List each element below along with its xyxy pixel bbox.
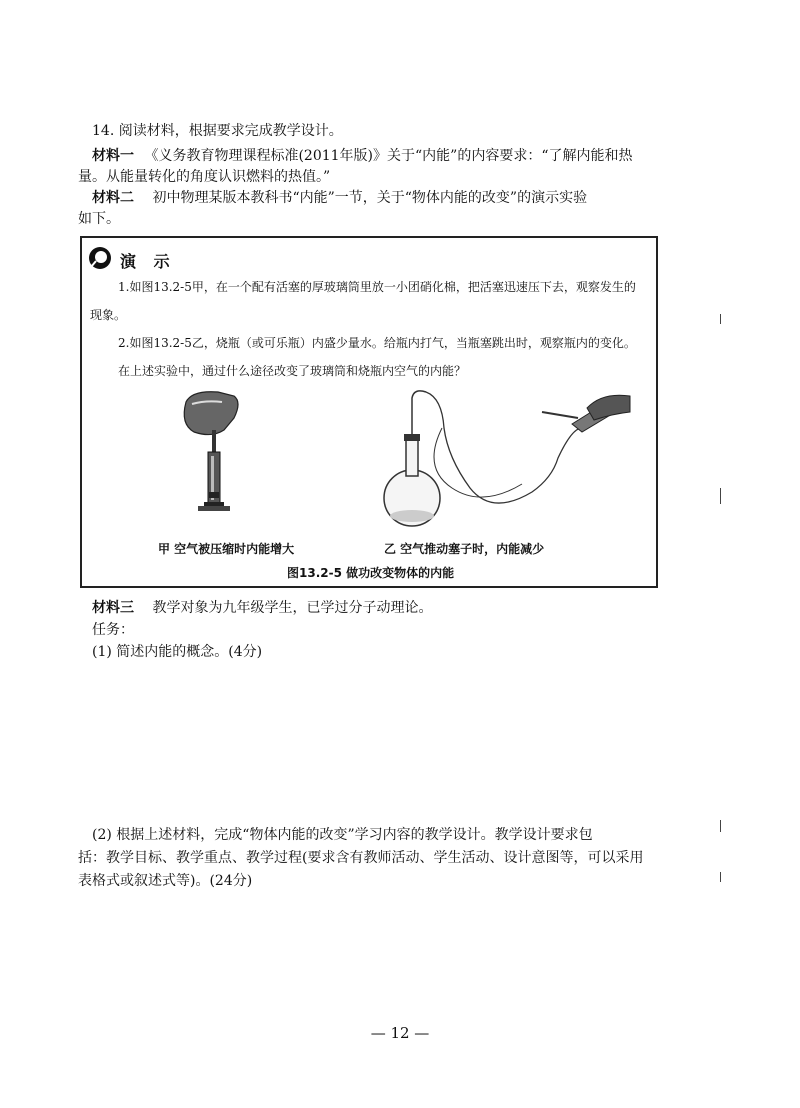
material3-text: 教学对象为九年级学生，已学过分子动理论。 (152, 600, 433, 616)
material1-label: 材料一 (92, 148, 134, 164)
magnifier-icon (88, 246, 112, 274)
task-label: 任务： (92, 622, 134, 638)
material3-label: 材料三 (92, 600, 134, 616)
demonstration-box (80, 236, 658, 588)
demo-title: 演 示 (120, 251, 176, 271)
scan-mark (720, 820, 721, 832)
task-item2-line2: 括：教学目标、教学重点、教学过程(要求含有教师活动、学生活动、设计意图等，可以采用 (78, 850, 644, 866)
task-item1: (1) 简述内能的概念。(4分) (92, 644, 263, 660)
scan-mark (720, 872, 721, 882)
material1-text-line2: 量。从能量转化的角度认识燃料的热值。” (78, 169, 331, 185)
task-item2-line3: 表格式或叙述式等)。(24分) (78, 873, 253, 889)
demo-item1-line1: 1.如图13.2-5甲，在一个配有活塞的厚玻璃筒里放一小团硝化棉，把活塞迅速压下去，观察发生的 (118, 280, 636, 294)
material2-first-line (92, 188, 587, 208)
material1-first-line (92, 146, 632, 166)
figure-caption: 图13.2-5 做功改变物体的内能 (287, 566, 455, 580)
material2-label: 材料二 (92, 190, 134, 206)
demo-question: 在上述实验中，通过什么途径改变了玻璃筒和烧瓶内空气的内能？ (118, 364, 467, 378)
material2-text-line1: 初中物理某版本教科书“内能”一节，关于“物体内能的改变”的演示实验 (152, 190, 588, 206)
material2-text-line2: 如下。 (78, 211, 120, 227)
figure-caption-left: 甲 空气被压缩时内能增大 (158, 542, 295, 556)
task-item2-line1: (2) 根据上述材料，完成“物体内能的改变”学习内容的教学设计。教学设计要求包 (92, 827, 593, 843)
demo-header (88, 246, 176, 274)
fire-piston-illustration (172, 388, 262, 518)
question-intro: 14. 阅读材料，根据要求完成教学设计。 (92, 123, 343, 139)
page-number: — 12 — (370, 1024, 430, 1042)
demo-item1-line2: 现象。 (90, 308, 127, 322)
material3-line (92, 598, 432, 618)
scan-mark (720, 314, 721, 324)
material1-text-line1: 《义务教育物理课程标准(2011年版)》关于“内能”的内容要求：“了解内能和热 (144, 148, 633, 164)
flask-pump-illustration (382, 388, 632, 538)
demo-item2: 2.如图13.2-5乙，烧瓶（或可乐瓶）内盛少量水。给瓶内打气，当瓶塞跳出时，观察瓶内的变化。 (118, 336, 636, 350)
scan-mark (720, 488, 721, 504)
figure-caption-right: 乙 空气推动塞子时，内能减少 (384, 542, 545, 556)
